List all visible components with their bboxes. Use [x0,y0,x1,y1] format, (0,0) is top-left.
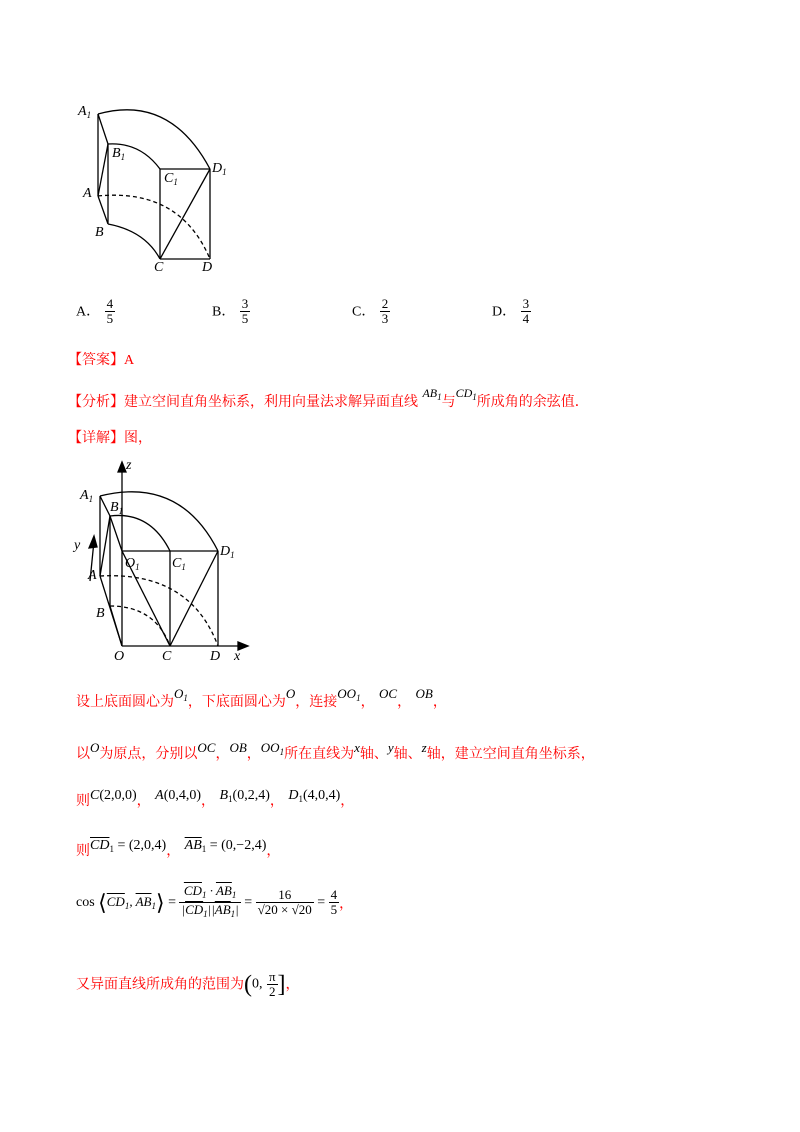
choice-d-letter: D． [492,304,517,320]
label-a: A [88,568,97,583]
choice-c [352,297,390,326]
solution-line-6: 又异面直线所成角的范围为(0, $\frac{\pi}{2}$ ]， [76,969,300,999]
answer-tag: 【答案】 [68,352,124,368]
choice-a [76,297,115,326]
label-a1: $A_1$ [78,104,92,120]
choice-b-fraction: $\frac{3}{5}$ [241,296,249,326]
detail-line: 【详解】图， [68,430,152,446]
label-x: x [234,649,241,664]
label-a: A [83,186,92,201]
solution-line-4: 则$\overline{CD}_1 = (2,0,4)$， $\overline{AB}_1 = (0,-2,4)$， [76,838,281,859]
label-y: y [74,538,81,553]
label-c1: $C_1$ [164,171,178,187]
label-d1: $D_1$ [212,161,227,177]
label-z: z [126,458,132,473]
label-b: B [95,225,104,240]
choice-a-letter: A． [76,304,101,320]
answer-value: A [124,353,135,368]
label-d: D [210,649,221,664]
solution-line-2: 以O为原点，分别以OC，OB，$OO_1$所在直线为x轴、y轴、z轴，建立空间直角坐标系， [76,740,595,762]
detail-tag: 【详解】 [68,430,124,446]
choice-d [492,297,531,326]
label-c1: $C_1$ [172,556,186,572]
solution-line-5: $\cos ⟨\overline{CD}_1$, $\overline{AB}_1⟩$ = $\frac{\overline{CD}_1 \cdot \overline{AB}_1}{|\overline{CD}_1||\overline{AB}_1|}$ = $\frac{16}{√20 \times √20}$ = $\frac{4}{5}$ ， [76,883,354,919]
choice-b [212,297,250,326]
label-o: O [114,649,125,664]
label-d1: $D_1$ [220,544,235,560]
analysis-seg-ab1: $AB_1$ [422,386,442,402]
label-b: B [96,606,105,621]
label-c: C [162,649,172,664]
answer-line [68,351,134,370]
choice-a-fraction: $\frac{4}{5}$ [106,296,114,326]
label-b1: $B_1$ [112,146,126,162]
choice-d-fraction: $\frac{3}{4}$ [522,296,530,326]
choice-c-fraction: $\frac{2}{3}$ [381,296,389,326]
choice-c-letter: C． [352,304,376,320]
label-a1: $A_1$ [80,488,94,504]
label-b1: $B_1$ [110,500,124,516]
analysis-tag: 【分析】 [68,394,124,410]
label-d: D [202,260,213,275]
label-o1: $O_1$ [125,556,140,572]
analysis-line: 【分析】建立空间直角坐标系，利用向量法求解异面直线 $AB_1$与$CD_1$所成角的余弦值． [68,386,589,410]
solution-line-3: 则C(2,0,0)， A(0,4,0)， $B_1(0,2,4)$， $D_1(4,0,4)$， [76,788,355,809]
label-c: C [154,260,164,275]
choice-b-letter: B． [212,304,236,320]
analysis-seg-cd1: $CD_1$ [455,386,477,402]
solution-line-1: 设上底面圆心为$O_1$，下底面圆心为O，连接$OO_1$， OC， OB， [76,686,447,710]
